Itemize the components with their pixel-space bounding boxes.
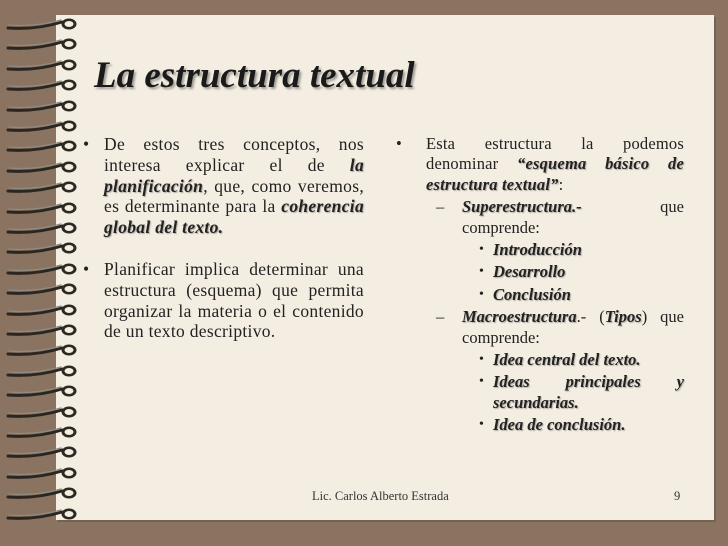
right-bullet-intro [392, 134, 684, 195]
spiral-ring-icon [6, 77, 84, 94]
slide-title: La estructura textual [94, 55, 415, 96]
left-bullet-2 [82, 259, 364, 342]
item-text: Conclusión [493, 284, 571, 304]
item-text: Introducción [493, 240, 582, 260]
page-number: 9 [674, 489, 681, 503]
spiral-ring-icon [6, 424, 84, 441]
super-item-3 [392, 285, 684, 305]
right-column [392, 134, 684, 436]
left-column [82, 134, 364, 363]
emphasis-tipos: Tipos [604, 307, 642, 327]
spiral-ring-icon [6, 485, 84, 502]
spiral-ring-icon [6, 506, 84, 523]
spiral-ring-icon [6, 159, 84, 176]
sub-superestructura [392, 197, 684, 238]
macro-item-2 [392, 372, 684, 413]
text-run: : [558, 174, 564, 194]
bullet-icon: • [479, 264, 484, 280]
emphasis-macroestructura: Macroestructura [462, 307, 577, 327]
bullet-icon: • [83, 134, 90, 154]
macro-item-1 [392, 350, 684, 370]
left-bullet-1 [82, 134, 364, 238]
text-run: ) que comprende: [462, 307, 684, 347]
text-run: De estos tres conceptos, nos interesa explicar el de [104, 134, 364, 175]
spiral-ring-icon [6, 16, 84, 33]
emphasis-planificacion: la planificación [104, 154, 364, 196]
spiral-ring-icon [6, 281, 84, 298]
spiral-ring-icon [6, 383, 84, 400]
spiral-ring-icon [6, 220, 84, 237]
spiral-ring-icon [6, 363, 84, 380]
spiral-ring-icon [6, 118, 84, 135]
spiral-ring-icon [6, 98, 84, 115]
bullet-icon: • [479, 417, 484, 433]
bullet-icon: • [479, 242, 484, 258]
spiral-ring-icon [6, 261, 84, 278]
spiral-ring-icon [6, 302, 84, 319]
spiral-ring-icon [6, 444, 84, 461]
text-run: , que, como veremos, es determinante para la [104, 175, 364, 217]
text-run: Esta estructura la podemos denominar [426, 134, 684, 174]
spiral-ring-icon [6, 404, 84, 421]
macro-item-3 [392, 415, 684, 435]
item-text: Desarrollo [493, 262, 566, 282]
bullet-icon: • [83, 258, 90, 279]
emphasis-coherencia: coherencia global del texto. [104, 196, 364, 238]
footer-author: Lic. Carlos Alberto Estrada [312, 489, 449, 503]
spiral-ring-icon [6, 57, 84, 74]
spiral-ring-icon [6, 138, 84, 155]
spiral-ring-icon [6, 200, 84, 217]
text-run: Planificar implica determinar una estructura (esquema) que permita organizar la materia o el contenido de un texto descriptivo. [104, 258, 364, 342]
spiral-ring-icon [6, 322, 84, 339]
spiral-ring-icon [6, 465, 84, 482]
item-text: Idea de conclusión. [493, 415, 626, 435]
emphasis-esquema: “esquema básico de estructura textual” [426, 154, 684, 194]
super-item-2 [392, 262, 684, 282]
emphasis-superestructura: Superestructura.- [462, 197, 582, 217]
dash-icon: – [436, 307, 445, 327]
item-text: Ideas principales y secundarias. [493, 372, 684, 412]
spiral-ring-icon [6, 240, 84, 257]
bullet-icon: • [479, 374, 484, 390]
spiral-ring-icon [6, 36, 84, 53]
sub-macroestructura [392, 307, 684, 348]
text-run: .- ( [576, 307, 605, 327]
bullet-icon: • [479, 286, 484, 302]
dash-icon: – [436, 197, 445, 217]
bullet-icon: • [396, 134, 402, 153]
spiral-ring-icon [6, 342, 84, 359]
bullet-icon: • [479, 352, 484, 368]
item-text: Idea central del texto. [493, 350, 641, 370]
super-item-1 [392, 240, 684, 260]
spiral-ring-icon [6, 179, 84, 196]
text-run: que comprende: [462, 197, 684, 237]
spiral-binding [0, 16, 84, 516]
